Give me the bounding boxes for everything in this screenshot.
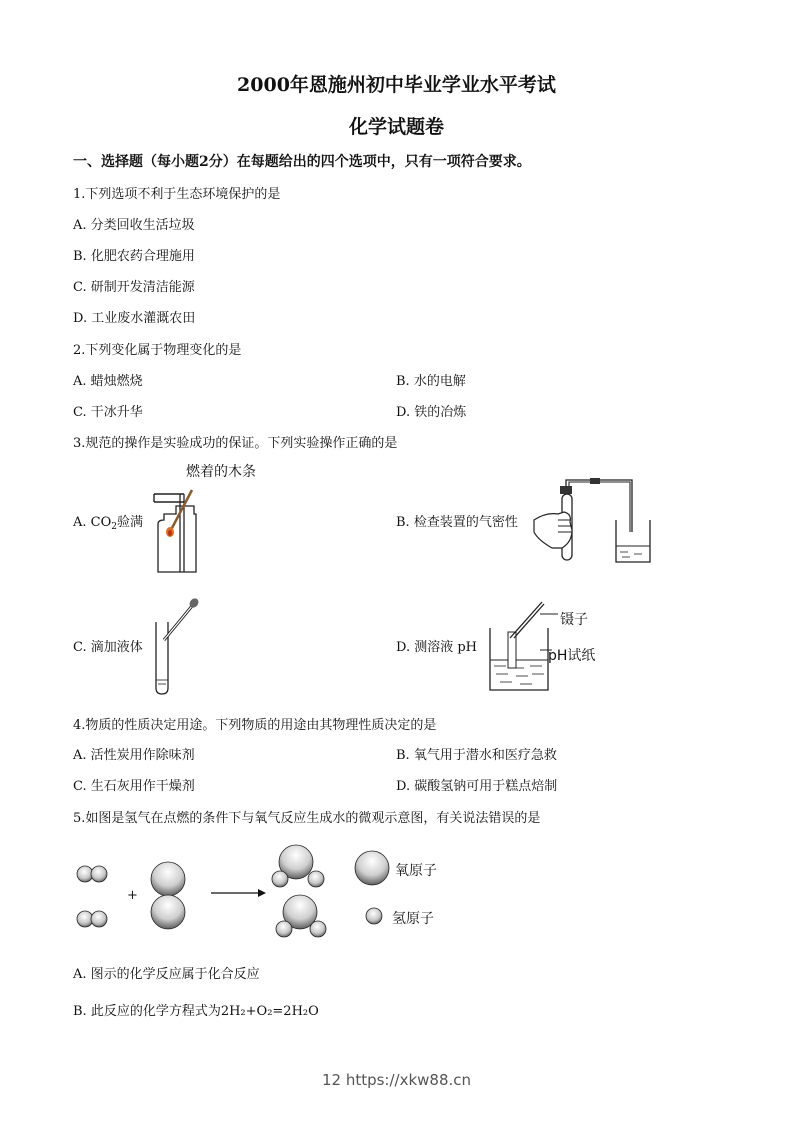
atom-legend-icons bbox=[354, 848, 394, 932]
question-5-option-a: A. 图示的化学反应属于化合反应 bbox=[73, 967, 260, 982]
co2-gas-bottle-figure bbox=[150, 484, 210, 576]
question-2-option-b: B. 水的电解 bbox=[396, 374, 466, 389]
burning-stick-annotation: 燃着的木条 bbox=[186, 464, 256, 480]
chemical-equation: 2H₂+O₂=2H₂O bbox=[220, 1004, 319, 1019]
question-4-option-b: B. 氧气用于潜水和医疗急救 bbox=[396, 748, 557, 763]
question-4-option-d: D. 碳酸氢钠可用于糕点焙制 bbox=[396, 779, 558, 794]
reaction-diagram bbox=[70, 840, 370, 945]
question-1-option-c: C. 研制开发清洁能源 bbox=[73, 280, 195, 295]
exam-subtitle: 化学试题卷 bbox=[348, 116, 444, 138]
page-footer: 12 https://xkw88.cn bbox=[321, 1071, 472, 1089]
question-1-option-b: B. 化肥农药合理施用 bbox=[73, 249, 195, 264]
tweezers-annotation: 镊子 bbox=[560, 612, 588, 628]
question-4-option-a: A. 活性炭用作除味剂 bbox=[73, 748, 195, 763]
question-3-option-d-label: D. 测溶液 pH bbox=[396, 640, 478, 655]
ph-paper-annotation: pH试纸 bbox=[548, 648, 596, 664]
airtightness-check-figure bbox=[532, 476, 657, 568]
plus-sign: + bbox=[127, 888, 138, 903]
question-1-option-a: A. 分类回收生活垃圾 bbox=[73, 218, 195, 233]
question-3-option-b-label: B. 检查装置的气密性 bbox=[396, 515, 518, 530]
question-2-option-c: C. 干冰升华 bbox=[73, 405, 143, 420]
question-2-stem: 2.下列变化属于物理变化的是 bbox=[73, 343, 242, 358]
exam-title: 2000年恩施州初中毕业学业水平考试 bbox=[237, 74, 556, 96]
question-4-option-c: C. 生石灰用作干燥剂 bbox=[73, 779, 195, 794]
question-5-option-b: B. 此反应的化学方程式为2H₂+O₂=2H₂O bbox=[73, 1004, 319, 1019]
oxygen-atom-legend: 氧原子 bbox=[395, 863, 437, 879]
question-4-stem: 4.物质的性质决定用途。下列物质的用途由其物理性质决定的是 bbox=[73, 718, 437, 733]
question-3-option-c-label: C. 滴加液体 bbox=[73, 640, 143, 655]
question-1-option-d: D. 工业废水灌溉农田 bbox=[73, 311, 196, 326]
question-2-option-d: D. 铁的冶炼 bbox=[396, 405, 467, 420]
question-2-option-a: A. 蜡烛燃烧 bbox=[73, 374, 143, 389]
question-3-option-a-label: A. $CO_2$验满 bbox=[73, 515, 144, 532]
question-3-stem: 3.规范的操作是实验成功的保证。下列实验操作正确的是 bbox=[73, 436, 398, 451]
question-1-stem: 1.下列选项不利于生态环境保护的是 bbox=[73, 187, 281, 202]
hydrogen-atom-legend: 氢原子 bbox=[392, 911, 434, 927]
question-5-stem: 5.如图是氢气在点燃的条件下与氧气反应生成水的微观示意图，有关说法错误的是 bbox=[73, 811, 541, 826]
dropping-liquid-figure bbox=[150, 594, 210, 698]
section-heading: 一、选择题（每小题2分）在每题给出的四个选项中，只有一项符合要求。 bbox=[73, 154, 531, 170]
